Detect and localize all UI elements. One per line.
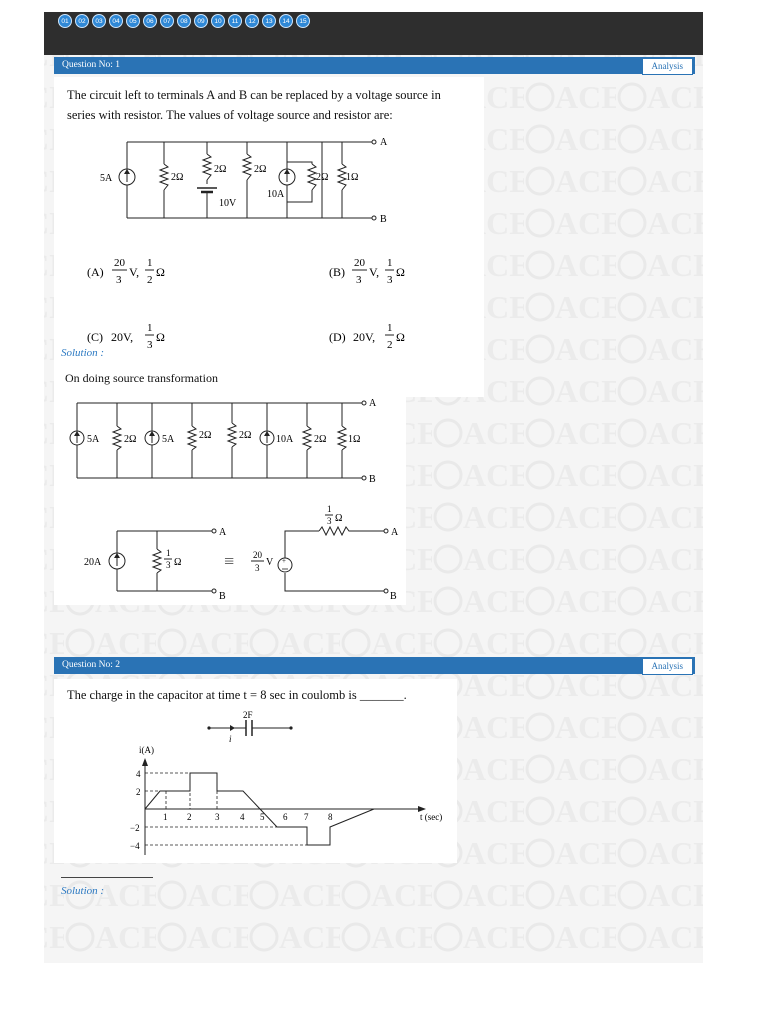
option-a-v-den: 3	[116, 274, 122, 286]
option-b-r-unit: Ω	[396, 265, 405, 279]
solution-transformed-circuit	[54, 393, 406, 493]
question-number-04[interactable]: 04	[109, 14, 123, 28]
question-1-panel	[54, 77, 484, 397]
equiv-series-r-den: 3	[327, 516, 332, 526]
equiv-terminal-a-left: A	[219, 527, 227, 538]
option-b-v-num: 20	[354, 257, 365, 269]
ytick-4: 4	[136, 769, 141, 779]
question-1-circuit	[54, 132, 484, 227]
option-a-r-num: 1	[147, 257, 153, 269]
sol-label-1: 5A	[87, 434, 100, 445]
sol-label-8: 1Ω	[348, 434, 361, 445]
option-d-r-num: 1	[387, 322, 393, 334]
option-c-letter: (C)	[87, 330, 103, 344]
circuit-terminal-a: A	[380, 137, 388, 148]
option-d-r-unit: Ω	[396, 330, 405, 344]
question-1-analysis-button[interactable]: Analysis	[642, 58, 694, 75]
xtick-8: 8	[328, 812, 333, 822]
option-d-letter: (D)	[329, 330, 346, 344]
xtick-7: 7	[304, 812, 309, 822]
option-c-r-num: 1	[147, 322, 153, 334]
question-2-text: The charge in the capacitor at time t = 8 sec in coulomb is _______.	[67, 688, 407, 702]
graph-ylabel: i(A)	[139, 745, 154, 755]
circuit-label-10v: 10V	[219, 198, 237, 209]
option-b-letter: (B)	[329, 265, 345, 279]
sol-label-3: 5A	[162, 434, 175, 445]
ytick-neg4: −4	[130, 841, 140, 851]
equiv-r-num: 1	[166, 548, 171, 558]
solution-divider	[61, 877, 153, 878]
option-c-r-unit: Ω	[156, 330, 165, 344]
option-c-v-text: 20V,	[111, 330, 134, 344]
question-2-title: Question No: 2	[62, 660, 121, 670]
equiv-terminal-b-right: B	[390, 591, 397, 602]
capacitor-diagram	[199, 711, 309, 745]
question-number-03[interactable]: 03	[92, 14, 106, 28]
question-number-08[interactable]: 08	[177, 14, 191, 28]
equiv-series-r-unit: Ω	[335, 513, 343, 524]
solution-equivalent-circuits	[54, 503, 406, 603]
xtick-1: 1	[163, 812, 168, 822]
content-area	[44, 55, 703, 963]
question-number-15[interactable]: 15	[296, 14, 310, 28]
question-number-10[interactable]: 10	[211, 14, 225, 28]
circuit-label-r4: 2Ω	[316, 172, 329, 183]
equiv-series-r-num: 1	[327, 504, 332, 514]
equiv-v-den: 3	[255, 563, 260, 573]
circuit-label-r2: 2Ω	[214, 164, 227, 175]
question-number-13[interactable]: 13	[262, 14, 276, 28]
question-2-analysis-button[interactable]: Analysis	[642, 658, 694, 675]
option-d[interactable]	[329, 322, 405, 351]
sol-terminal-b: B	[369, 474, 376, 485]
question-2-panel	[54, 679, 457, 863]
question-number-14[interactable]: 14	[279, 14, 293, 28]
equiv-v-unit: V	[266, 557, 274, 568]
option-a-r-unit: Ω	[156, 265, 165, 279]
question-number-07[interactable]: 07	[160, 14, 174, 28]
sol-label-7: 2Ω	[314, 434, 327, 445]
option-d-v-text: 20V,	[353, 330, 376, 344]
option-a[interactable]	[87, 257, 165, 286]
question-number-list	[58, 14, 310, 28]
equiv-terminal-b-left: B	[219, 591, 226, 602]
sol-label-4: 2Ω	[199, 430, 212, 441]
question-1-text-line1: The circuit left to terminals A and B can be replaced by a voltage source in	[67, 88, 441, 102]
current-time-graph	[54, 743, 457, 863]
graph-xlabel: t (sec)	[420, 812, 443, 822]
circuit-label-10a: 10A	[267, 189, 285, 200]
sol-label-6: 10A	[276, 434, 294, 445]
equiv-terminal-a-right: A	[391, 527, 399, 538]
ytick-2: 2	[136, 787, 141, 797]
ytick-neg2: −2	[130, 823, 140, 833]
sol-terminal-a: A	[369, 398, 377, 409]
circuit-label-r1: 2Ω	[171, 172, 184, 183]
equiv-r-unit: Ω	[174, 557, 182, 568]
equivalence-sign: ≡	[224, 551, 235, 571]
option-d-r-den: 2	[387, 339, 393, 351]
option-a-r-den: 2	[147, 274, 153, 286]
option-c-r-den: 3	[147, 339, 153, 351]
xtick-3: 3	[215, 812, 220, 822]
question-number-01[interactable]: 01	[58, 14, 72, 28]
question-1-title: Question No: 1	[62, 60, 121, 70]
solution-text: On doing source transformation	[65, 371, 218, 385]
xtick-5: 5	[260, 812, 265, 822]
option-b[interactable]	[329, 257, 405, 286]
equiv-r-den: 3	[166, 560, 171, 570]
option-b-v-unit: V,	[369, 265, 380, 279]
option-a-v-num: 20	[114, 257, 125, 269]
option-b-r-num: 1	[387, 257, 393, 269]
equiv-current-label: 20A	[84, 557, 102, 568]
question-number-09[interactable]: 09	[194, 14, 208, 28]
option-a-v-unit: V,	[129, 265, 140, 279]
capacitor-value: 2F	[243, 711, 253, 720]
question-number-11[interactable]: 11	[228, 14, 242, 28]
question-number-12[interactable]: 12	[245, 14, 259, 28]
capacitor-current: i	[229, 734, 232, 744]
question-1-header	[54, 57, 695, 74]
voltage-source-plus: +	[282, 557, 286, 565]
question-number-05[interactable]: 05	[126, 14, 140, 28]
circuit-terminal-b: B	[380, 214, 387, 225]
equiv-v-num: 20	[253, 550, 262, 560]
xtick-2: 2	[187, 812, 192, 822]
xtick-4: 4	[240, 812, 245, 822]
question-1-solution-label: Solution :	[61, 347, 105, 359]
question-1-options	[54, 237, 484, 377]
option-b-r-den: 3	[387, 274, 393, 286]
question-2-solution-label: Solution :	[61, 885, 105, 897]
option-a-letter: (A)	[87, 265, 104, 279]
question-2-header	[54, 657, 695, 674]
question-number-02[interactable]: 02	[75, 14, 89, 28]
circuit-label-r5: 1Ω	[346, 172, 359, 183]
circuit-label-r3: 2Ω	[254, 164, 267, 175]
option-b-v-den: 3	[356, 274, 362, 286]
question-1-text-line2: series with resistor. The values of voltage source and resistor are:	[67, 108, 393, 122]
sol-label-2: 2Ω	[124, 434, 137, 445]
xtick-6: 6	[283, 812, 288, 822]
question-1-solution-panel	[54, 363, 406, 605]
question-nav-bar	[44, 12, 703, 55]
question-number-06[interactable]: 06	[143, 14, 157, 28]
circuit-label-5a: 5A	[100, 173, 113, 184]
sol-label-5: 2Ω	[239, 430, 252, 441]
